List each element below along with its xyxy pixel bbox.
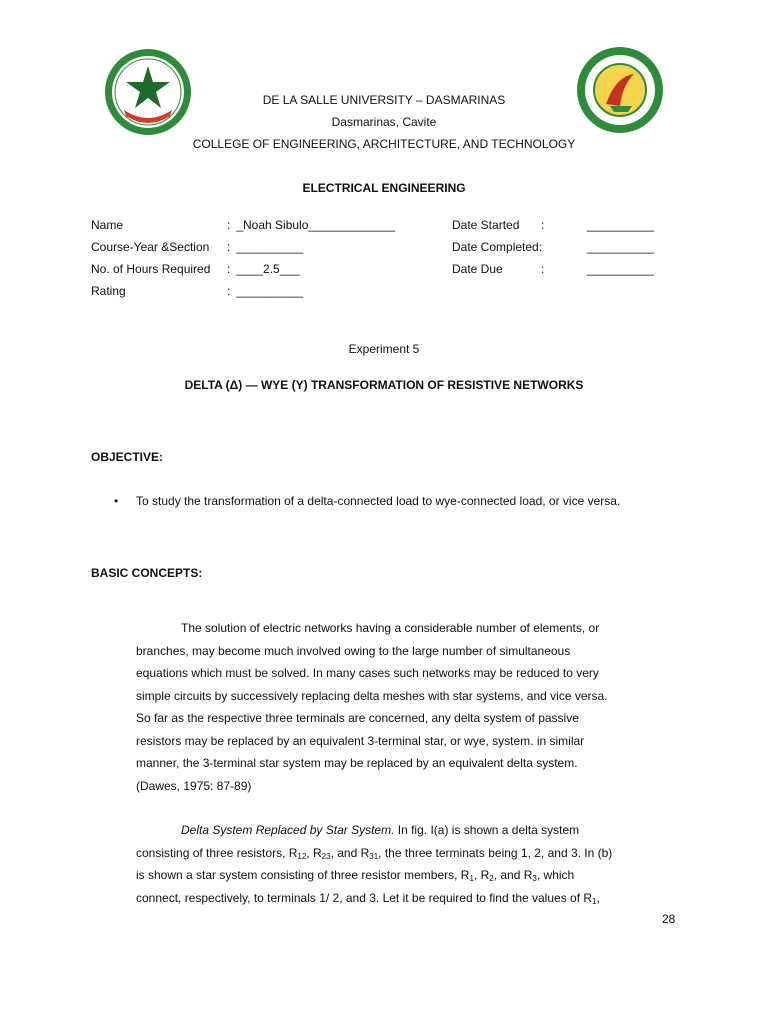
name-value[interactable]: _Noah Sibulo_____________	[233, 218, 396, 232]
bullet-icon: •	[114, 494, 119, 508]
course-sep: :	[227, 240, 231, 254]
hours-value[interactable]: ____2.5___	[233, 262, 300, 276]
university-name: DE LA SALLE UNIVERSITY – DASMARINAS	[262, 93, 506, 107]
rating-label: Rating	[91, 284, 126, 298]
paragraph-2-text	[136, 819, 622, 909]
date-due-label: Date Due	[452, 262, 503, 276]
p2-c: , which connect, respectively, to terminals 1/ 2, and 3. Let it be required to find the values of R	[136, 868, 593, 905]
p2-sep1: , R	[306, 845, 322, 860]
p2-b: , the three terminats being 1, 2, and 3. In (b) is shown a star system consisting of three resistor members, R	[136, 845, 613, 882]
paragraph-1-text: The solution of electric networks having a considerable number of elements, or branches, may become much involved owing to the large number of simultaneous equations which must be solved. In many cases such networks may be reduced to very simple circuits by successively replacing delta meshes with star systems, and vice versa. So far as the respective three terminals are concerned, any delta system of passive resistors may be replaced by an equivalent 3-terminal star, or wye, system. in similar manner, the 3-terminal star system may be replaced by an equivalent delta system. (Dawes, 1975: 87-89)	[136, 621, 608, 793]
p2-d: ,	[596, 890, 600, 905]
university-location: Dasmarinas, Cavite	[331, 115, 437, 129]
sub-23: 23	[321, 851, 331, 861]
objective-heading: OBJECTIVE:	[91, 450, 164, 464]
date-due-sep: :	[541, 262, 545, 276]
basic-concepts-paragraph-1	[136, 617, 622, 797]
p2-a: In fig. I(a) is shown a delta system consisting of three resistors, R	[136, 823, 580, 860]
date-started-label: Date Started	[452, 218, 520, 232]
experiment-number: Experiment 5	[348, 342, 420, 356]
delta-star-subheading: Delta System Replaced by Star System.	[181, 823, 395, 837]
date-due-value[interactable]: __________	[587, 262, 654, 276]
objective-item: To study the transformation of a delta-connected load to wye-connected load, or vice versa.	[136, 494, 621, 508]
date-completed-label: Date Completed:	[452, 240, 543, 254]
course-value[interactable]: __________	[233, 240, 304, 254]
date-completed-value[interactable]: __________	[587, 240, 654, 254]
sub-31: 31	[369, 851, 379, 861]
date-started-sep: :	[541, 218, 545, 232]
page-number: 28	[662, 912, 676, 926]
sub-12: 12	[297, 851, 307, 861]
name-label: Name	[91, 218, 124, 232]
experiment-title: DELTA (Δ) — WYE (Y) TRANSFORMATION OF RESISTIVE NETWORKS	[184, 378, 584, 392]
course-label: Course-Year &Section	[91, 240, 210, 254]
rating-sep: :	[227, 284, 231, 298]
p2-sep2: , and R	[330, 845, 370, 860]
p2-sep4: , and R	[493, 868, 533, 882]
sub-2: 2	[489, 874, 494, 883]
hours-sep: :	[227, 262, 231, 276]
basic-concepts-paragraph-2	[136, 819, 622, 909]
p2-sep3: , R	[473, 868, 490, 882]
college-name: COLLEGE OF ENGINEERING, ARCHITECTURE, AND TECHNOLOGY	[192, 137, 576, 151]
hours-label: No. of Hours Required	[91, 262, 211, 276]
rating-value[interactable]: __________	[233, 284, 304, 298]
sub-1: 1	[469, 874, 474, 883]
sub-1b: 1	[592, 896, 597, 906]
date-started-value[interactable]: __________	[587, 218, 654, 232]
department-name: ELECTRICAL ENGINEERING	[302, 181, 466, 195]
name-sep: :	[227, 218, 231, 232]
basic-concepts-heading: BASIC CONCEPTS:	[91, 566, 203, 580]
sub-3: 3	[532, 874, 537, 883]
